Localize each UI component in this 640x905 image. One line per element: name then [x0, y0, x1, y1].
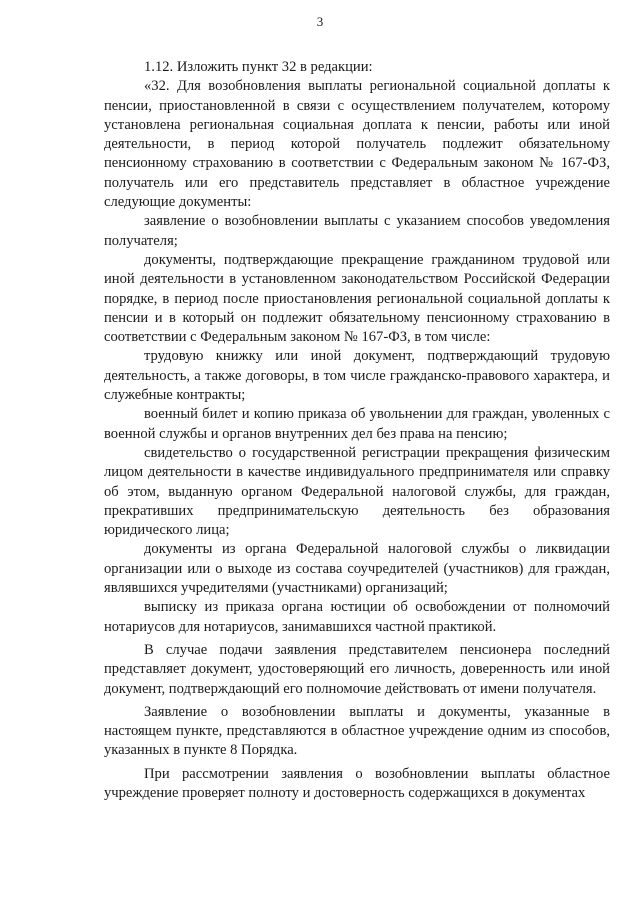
paragraph: документы, подтверждающие прекращение гражданином трудовой или иной деятельности в установленном законодательством Российской Федерации порядке, в период после приостановления региональной социальной доплаты к пенсии и в который он подлежит обязательному пенсионному страхованию в соответствии с Федеральным законом № 167-ФЗ, в том числе:: [104, 251, 610, 346]
paragraph: свидетельство о государственной регистрации прекращения физическим лицом деятельности в качестве индивидуального предпринимателя или справку об этом, выданную органом Федеральной налоговой службы, для граждан, прекративших предпринимательскую деятельность без образования юридического лица;: [104, 444, 610, 539]
paragraph: «32. Для возобновления выплаты региональной социальной доплаты к пенсии, приостановленной в связи с осуществлением получателем, которому установлена региональная социальная доплата к пенсии, работы или иной деятельности, в период которой получатель подлежит обязательному пенсионному страхованию в соответствии с Федеральным законом № 167-ФЗ, получатель или его представитель представляет в областное учреждение следующие документы:: [104, 78, 610, 211]
paragraph: 1.12. Изложить пункт 32 в редакции:: [144, 59, 373, 75]
paragraph: военный билет и копию приказа об увольнении для граждан, уволенных с военной службы и органов внутренних дел без права на пенсию;: [104, 406, 610, 442]
page-number: 3: [316, 14, 324, 29]
paragraph: В случае подачи заявления представителем пенсионера последний представляет документ, удостоверяющий его личность, доверенность или иной документ, подтверждающий его полномочие действовать от имени получателя.: [104, 641, 610, 697]
paragraph: трудовую книжку или иной документ, подтверждающий трудовую деятельность, а также договоры, в том числе гражданско-правового характера, и служебные контракты;: [104, 348, 610, 404]
document-body: [104, 58, 610, 803]
paragraph: выписку из приказа органа юстиции об освобождении от полномочий нотариусов для нотариусов, занимавшихся частной практикой.: [104, 599, 610, 635]
paragraph: При рассмотрении заявления о возобновлении выплаты областное учреждение проверяет полноту и достоверность содержащихся в документах: [104, 765, 610, 801]
paragraph: Заявление о возобновлении выплаты и документы, указанные в настоящем пункте, представляются в областное учреждение одним из способов, указанных в пункте 8 Порядка.: [104, 703, 610, 759]
paragraph: заявление о возобновлении выплаты с указанием способов уведомления получателя;: [104, 213, 610, 249]
paragraph: документы из органа Федеральной налоговой службы о ликвидации организации или о выходе из состава соучредителей (участников) для граждан, являвшихся учредителями (участниками) организаций;: [104, 541, 610, 597]
